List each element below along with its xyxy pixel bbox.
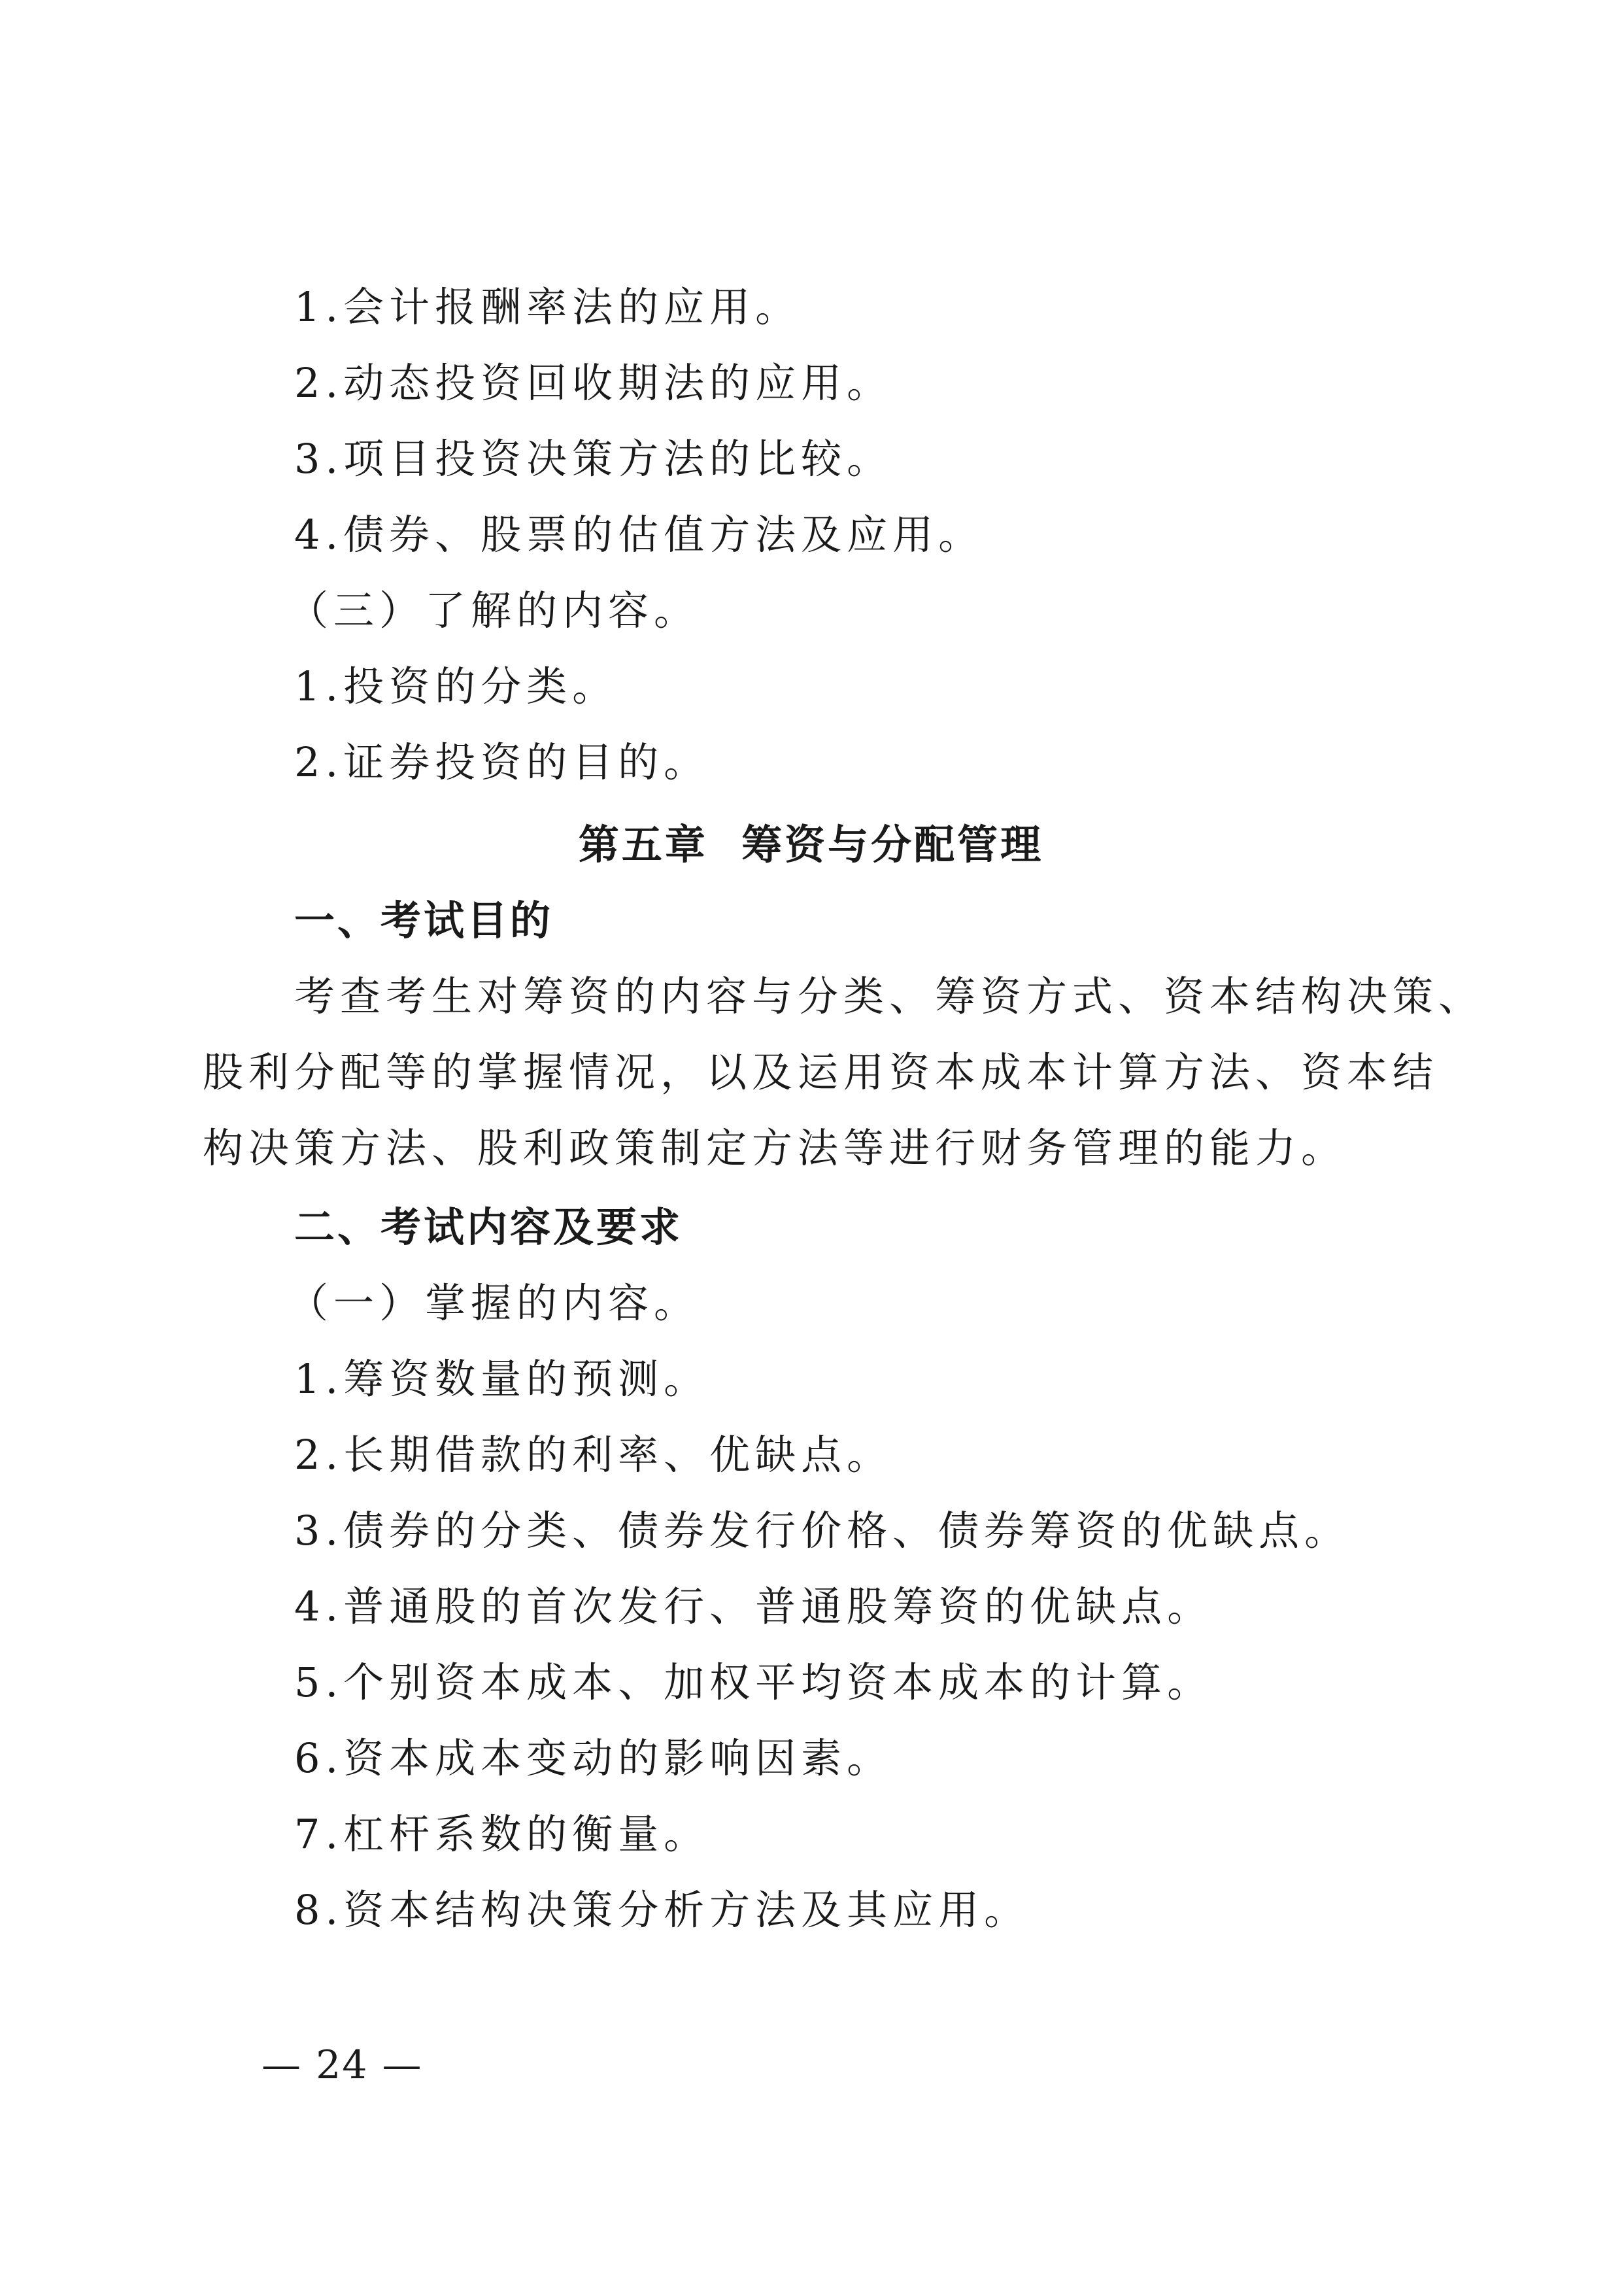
chapter-title: 第五章 筹资与分配管理 xyxy=(578,821,1044,868)
list-item: 7.杠杆系数的衡量。 xyxy=(294,1810,710,1858)
list-item: 3.项目投资决策方法的比较。 xyxy=(294,435,893,483)
list-item: 1.投资的分类。 xyxy=(294,662,618,710)
paragraph-line: 考查考生对筹资的内容与分类、筹资方式、资本结构决策、 xyxy=(294,972,1485,1020)
paragraph-line: 构决策方法、股利政策制定方法等进行财务管理的能力。 xyxy=(203,1124,1347,1172)
page-number: — 24 — xyxy=(262,2042,423,2088)
subsection-heading: （一）掌握的内容。 xyxy=(288,1279,700,1327)
list-item: 2.证券投资的目的。 xyxy=(294,738,710,786)
list-item: 2.动态投资回收期法的应用。 xyxy=(294,359,893,407)
section-heading: 一、考试目的 xyxy=(294,897,554,944)
paragraph-line: 股利分配等的掌握情况，以及运用资本成本计算方法、资本结 xyxy=(203,1048,1439,1096)
list-item: 4.债券、股票的估值方法及应用。 xyxy=(294,511,985,558)
list-item: 8.资本结构决策分析方法及其应用。 xyxy=(294,1886,1030,1934)
subsection-heading: （三）了解的内容。 xyxy=(288,587,700,634)
list-item: 6.资本成本变动的影响因素。 xyxy=(294,1734,893,1782)
list-item: 4.普通股的首次发行、普通股筹资的优缺点。 xyxy=(294,1583,1213,1630)
list-item: 1.会计报酬率法的应用。 xyxy=(294,283,802,331)
section-heading: 二、考试内容及要求 xyxy=(294,1203,683,1251)
list-item: 5.个别资本成本、加权平均资本成本的计算。 xyxy=(294,1658,1213,1706)
list-item: 3.债券的分类、债券发行价格、债券筹资的优缺点。 xyxy=(294,1507,1351,1554)
list-item: 1.筹资数量的预测。 xyxy=(294,1355,710,1403)
list-item: 2.长期借款的利率、优缺点。 xyxy=(294,1431,893,1479)
